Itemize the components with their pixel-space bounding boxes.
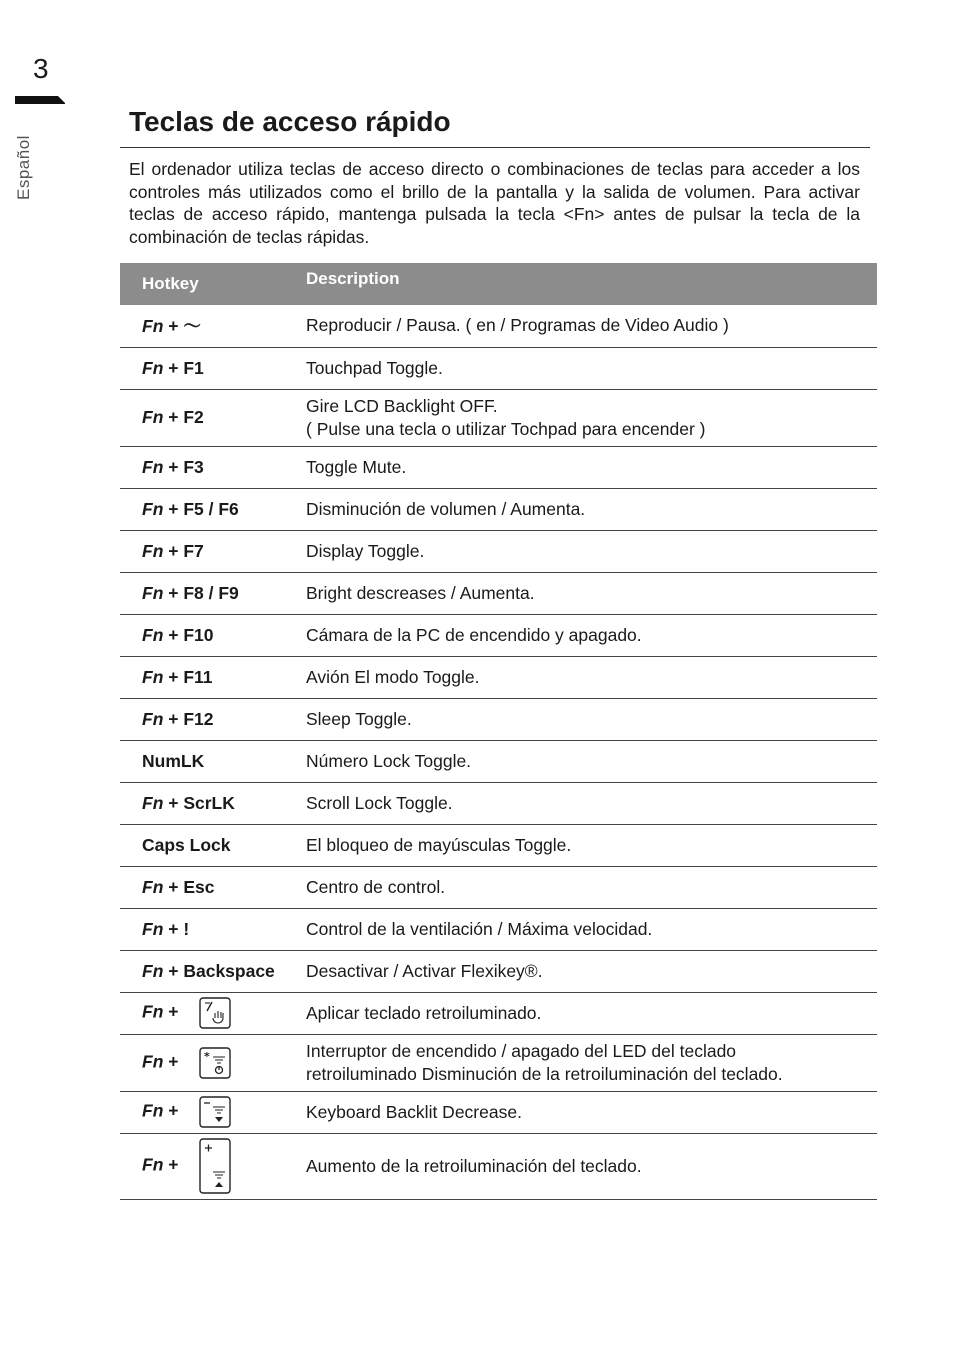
fn-key: Fn — [142, 498, 164, 519]
description-text: Touchpad Toggle. — [306, 357, 443, 378]
hotkey-combo: + Backspace — [163, 960, 275, 981]
description-cell — [306, 446, 877, 488]
description-text: Desactivar / Activar Flexikey®. — [306, 960, 543, 981]
description-cell — [306, 389, 877, 446]
description-cell — [306, 782, 877, 824]
table-row — [120, 656, 877, 698]
table-header-row — [120, 263, 877, 305]
fn-key: Fn — [142, 666, 164, 687]
description-text-line2: retroiluminado Disminución de la retroiluminación del teclado. — [306, 1063, 783, 1084]
hotkey-combo: + F10 — [163, 624, 214, 645]
fn-key: Fn — [142, 456, 164, 477]
description-cell — [306, 1133, 877, 1199]
hotkey-cell — [120, 656, 306, 698]
keyboard-backlight-increase-icon — [199, 1138, 231, 1194]
hotkey-combo: + — [163, 1154, 184, 1175]
table-row — [120, 908, 877, 950]
page-title: Teclas de acceso rápido — [129, 106, 451, 137]
fn-key: Fn — [142, 316, 164, 337]
hotkey-cell — [120, 1091, 306, 1133]
hotkey-cell — [120, 1133, 306, 1199]
hotkey-cell — [120, 824, 306, 866]
fn-key: Fn — [142, 708, 164, 729]
fn-key: Fn — [142, 792, 164, 813]
fn-key: Fn — [142, 1100, 164, 1121]
table-row — [120, 305, 877, 347]
description-cell — [306, 740, 877, 782]
description-text-line2: ( Pulse una tecla o utilizar Tochpad para encender ) — [306, 418, 706, 439]
description-text: Aplicar teclado retroiluminado. — [306, 1002, 542, 1023]
hotkey-combo: + — [163, 1100, 184, 1121]
keyboard-backlight-apply-icon — [199, 997, 231, 1029]
description-cell — [306, 908, 877, 950]
fn-key: Fn — [142, 1154, 164, 1175]
table-row — [120, 347, 877, 389]
hotkey-cell — [120, 446, 306, 488]
hotkey-combo: + F12 — [163, 708, 214, 729]
hotkey-cell — [120, 389, 306, 446]
description-text: Centro de control. — [306, 876, 446, 897]
table-row — [120, 488, 877, 530]
svg-text:*: * — [204, 1049, 211, 1063]
fn-key: Fn — [142, 876, 164, 897]
hotkey-combo: + F3 — [163, 456, 204, 477]
table-row — [120, 992, 877, 1034]
table-row — [120, 698, 877, 740]
hotkey-cell — [120, 614, 306, 656]
hotkey-combo: + F5 / F6 — [163, 498, 239, 519]
description-cell — [306, 950, 877, 992]
title-divider — [120, 147, 870, 148]
description-text: Scroll Lock Toggle. — [306, 792, 453, 813]
hotkey-cell — [120, 1034, 306, 1091]
description-text: Sleep Toggle. — [306, 708, 412, 729]
fn-key: Fn — [142, 1001, 164, 1022]
fn-key: Fn — [142, 540, 164, 561]
hotkey-combo: Caps Lock — [142, 834, 231, 855]
description-text: Keyboard Backlit Decrease. — [306, 1101, 522, 1122]
description-text: Reproducir / Pausa. ( en / Programas de Video Audio ) — [306, 315, 729, 336]
table-row — [120, 572, 877, 614]
description-cell — [306, 992, 877, 1034]
hotkey-cell — [120, 740, 306, 782]
description-cell — [306, 488, 877, 530]
fn-key: Fn — [142, 407, 164, 427]
table-row — [120, 740, 877, 782]
description-text: Interruptor de encendido / apagado del LED del teclado — [306, 1040, 737, 1061]
fn-key: Fn — [142, 582, 164, 603]
description-cell — [306, 1034, 877, 1091]
table-row — [120, 530, 877, 572]
hotkey-combo: + Esc — [163, 876, 215, 897]
description-text: Toggle Mute. — [306, 456, 407, 477]
header-hotkey: Hotkey — [120, 263, 306, 305]
hotkey-cell — [120, 782, 306, 824]
header-description: Description — [306, 263, 877, 305]
description-cell — [306, 1091, 877, 1133]
fn-key: Fn — [142, 357, 164, 378]
hotkey-cell — [120, 866, 306, 908]
hotkey-cell — [120, 488, 306, 530]
hotkey-combo: + ～ — [163, 316, 201, 337]
description-text: Cámara de la PC de encendido y apagado. — [306, 624, 642, 645]
description-text: El bloqueo de mayúsculas Toggle. — [306, 834, 572, 855]
hotkey-combo: + F11 — [163, 666, 213, 687]
table-row — [120, 950, 877, 992]
table-row — [120, 824, 877, 866]
description-cell — [306, 347, 877, 389]
description-text: Disminución de volumen / Aumenta. — [306, 498, 586, 519]
hotkey-combo: NumLK — [142, 750, 205, 771]
hotkey-cell — [120, 305, 306, 347]
hotkey-cell — [120, 908, 306, 950]
description-cell — [306, 305, 877, 347]
keyboard-backlight-toggle-icon — [199, 1047, 231, 1079]
hotkey-cell — [120, 572, 306, 614]
keyboard-backlight-decrease-icon — [199, 1096, 231, 1128]
hotkey-combo: + F8 / F9 — [163, 582, 239, 603]
hotkey-combo: + — [163, 1001, 184, 1022]
description-text: Avión El modo Toggle. — [306, 666, 480, 687]
description-text: Gire LCD Backlight OFF. — [306, 395, 498, 416]
table-row — [120, 866, 877, 908]
hotkey-combo: + F2 — [163, 407, 204, 427]
description-cell — [306, 614, 877, 656]
hotkey-combo: + F7 — [163, 540, 204, 561]
table-row — [120, 389, 877, 446]
description-text: Aumento de la retroiluminación del teclado. — [306, 1155, 642, 1176]
intro-paragraph: El ordenador utiliza teclas de acceso directo o combinaciones de teclas para acceder a los controles más utilizados como el brillo de la pantalla y la salida de volumen. Para activar teclas de acceso rápido, mantenga pulsada la tecla <Fn> antes de pulsar la tecla de la combinación de teclas rápidas. — [129, 159, 860, 247]
table-row — [120, 614, 877, 656]
description-cell — [306, 824, 877, 866]
fn-key: Fn — [142, 624, 164, 645]
fn-key: Fn — [142, 960, 164, 981]
table-row — [120, 1091, 877, 1133]
description-text: Bright descreases / Aumenta. — [306, 582, 535, 603]
description-cell — [306, 866, 877, 908]
side-tab-notch — [58, 96, 66, 104]
language-label: Español — [14, 135, 33, 200]
hotkey-combo: + ! — [163, 918, 190, 939]
hotkey-cell — [120, 950, 306, 992]
fn-key: Fn — [142, 918, 164, 939]
description-text: Control de la ventilación / Máxima velocidad. — [306, 918, 653, 939]
hotkey-cell — [120, 347, 306, 389]
hotkey-combo: + F1 — [163, 357, 204, 378]
description-text: Display Toggle. — [306, 540, 425, 561]
hotkey-cell — [120, 530, 306, 572]
hotkey-combo: + ScrLK — [163, 792, 235, 813]
table-row — [120, 1034, 877, 1091]
table-row — [120, 446, 877, 488]
description-cell — [306, 572, 877, 614]
table-row — [120, 1133, 877, 1199]
hotkey-cell — [120, 992, 306, 1034]
hotkey-table — [120, 263, 877, 1200]
table-row — [120, 782, 877, 824]
description-text: Número Lock Toggle. — [306, 750, 472, 771]
description-cell — [306, 698, 877, 740]
description-cell — [306, 530, 877, 572]
fn-key: Fn — [142, 1051, 164, 1072]
hotkey-combo: + — [163, 1051, 184, 1072]
page-number: 3 — [33, 53, 49, 84]
hotkey-cell — [120, 698, 306, 740]
description-cell — [306, 656, 877, 698]
